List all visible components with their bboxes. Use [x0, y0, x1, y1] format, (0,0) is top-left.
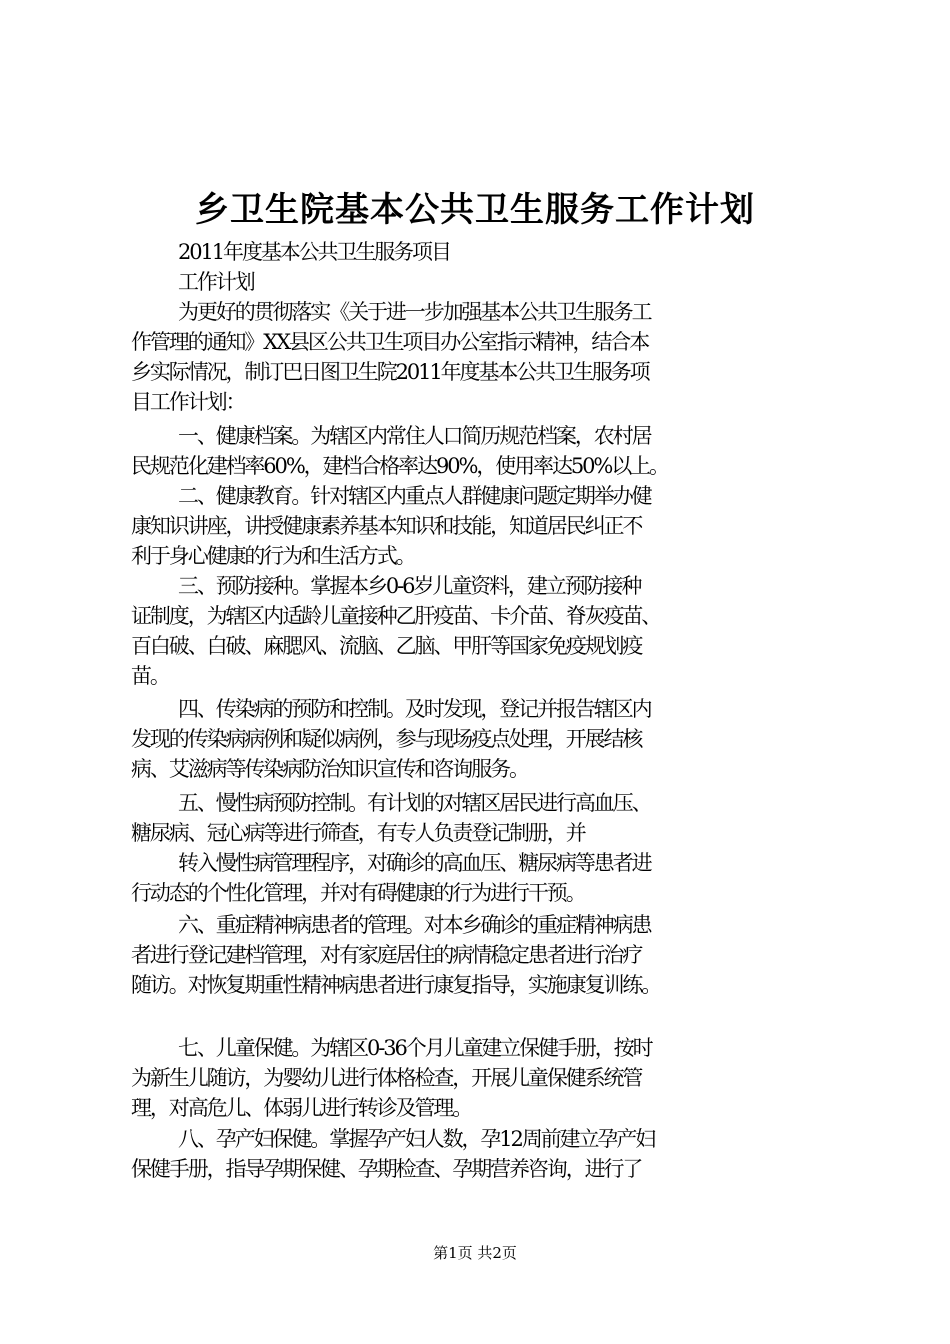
text-line: 三、预防接种。掌握本乡0-6岁儿童资料，建立预防接种: [178, 574, 641, 598]
text-line: 为新生儿随访，为婴幼儿进行体格检查，开展儿童保健系统管: [131, 1066, 642, 1090]
text-line: 康知识讲座，讲授健康素养基本知识和技能，知道居民纠正不: [131, 514, 642, 538]
page-number: 第1页 共2页: [433, 1244, 517, 1262]
text-line: 转入慢性病管理程序，对确诊的高血压、糖尿病等患者进: [178, 851, 651, 875]
text-line: 乡实际情况，制订巴日图卫生院2011年度基本公共卫生服务项: [131, 360, 649, 384]
text-line: 七、儿童保健。为辖区0-36个月儿童建立保健手册，按时: [178, 1036, 652, 1060]
text-line: 证制度，为辖区内适龄儿童接种乙肝疫苗、卡介苗、脊灰疫苗、: [131, 604, 661, 628]
text-line: 一、健康档案。为辖区内常住人口简历规范档案，农村居: [178, 424, 651, 448]
text-line: 四、传染病的预防和控制。及时发现，登记并报告辖区内: [178, 697, 651, 721]
text-line: 八、孕产妇保健。掌握孕产妇人数，孕12周前建立孕产妇: [178, 1127, 655, 1151]
text-line: 发现的传染病病例和疑似病例，参与现场疫点处理，开展结核: [131, 727, 642, 751]
text-line: 行动态的个性化管理，并对有碍健康的行为进行干预。: [131, 881, 585, 905]
text-line: 目工作计划：: [131, 390, 245, 414]
text-line: 保健手册，指导孕期保健、孕期检查、孕期营养咨询，进行了: [131, 1157, 642, 1181]
text-line: 百白破、白破、麻腮风、流脑、乙脑、甲肝等国家免疫规划疫: [131, 634, 642, 658]
text-line: 工作计划: [178, 270, 254, 294]
text-line: 2011年度基本公共卫生服务项目: [178, 240, 450, 264]
text-line: 为更好的贯彻落实《关于进一步加强基本公共卫生服务工: [178, 300, 651, 324]
text-line: 者进行登记建档管理，对有家庭居住的病情稳定患者进行治疗: [131, 943, 642, 967]
text-line: 作管理的通知》XX县区公共卫生项目办公室指示精神，结合本: [131, 330, 649, 354]
document-title: 乡卫生院基本公共卫生服务工作计划: [195, 190, 755, 230]
text-line: 理，对高危儿、体弱儿进行转诊及管理。: [131, 1096, 472, 1120]
text-line: 二、健康教育。针对辖区内重点人群健康问题定期举办健: [178, 484, 651, 508]
text-line: 糖尿病、冠心病等进行筛查，有专人负责登记制册，并: [131, 821, 585, 845]
text-line: 随访。对恢复期重性精神病患者进行康复指导，实施康复训练。: [131, 973, 661, 997]
text-line: 病、艾滋病等传染病防治知识宣传和咨询服务。: [131, 757, 528, 781]
text-line: 民规范化建档率60%，建档合格率达90%，使用率达50%以上。: [131, 454, 668, 478]
text-line: 利于身心健康的行为和生活方式。: [131, 544, 415, 568]
text-line: 五、慢性病预防控制。有计划的对辖区居民进行高血压、: [178, 791, 651, 815]
text-line: 六、重症精神病患者的管理。对本乡确诊的重症精神病患: [178, 913, 651, 937]
text-line: 苗。: [131, 664, 169, 688]
